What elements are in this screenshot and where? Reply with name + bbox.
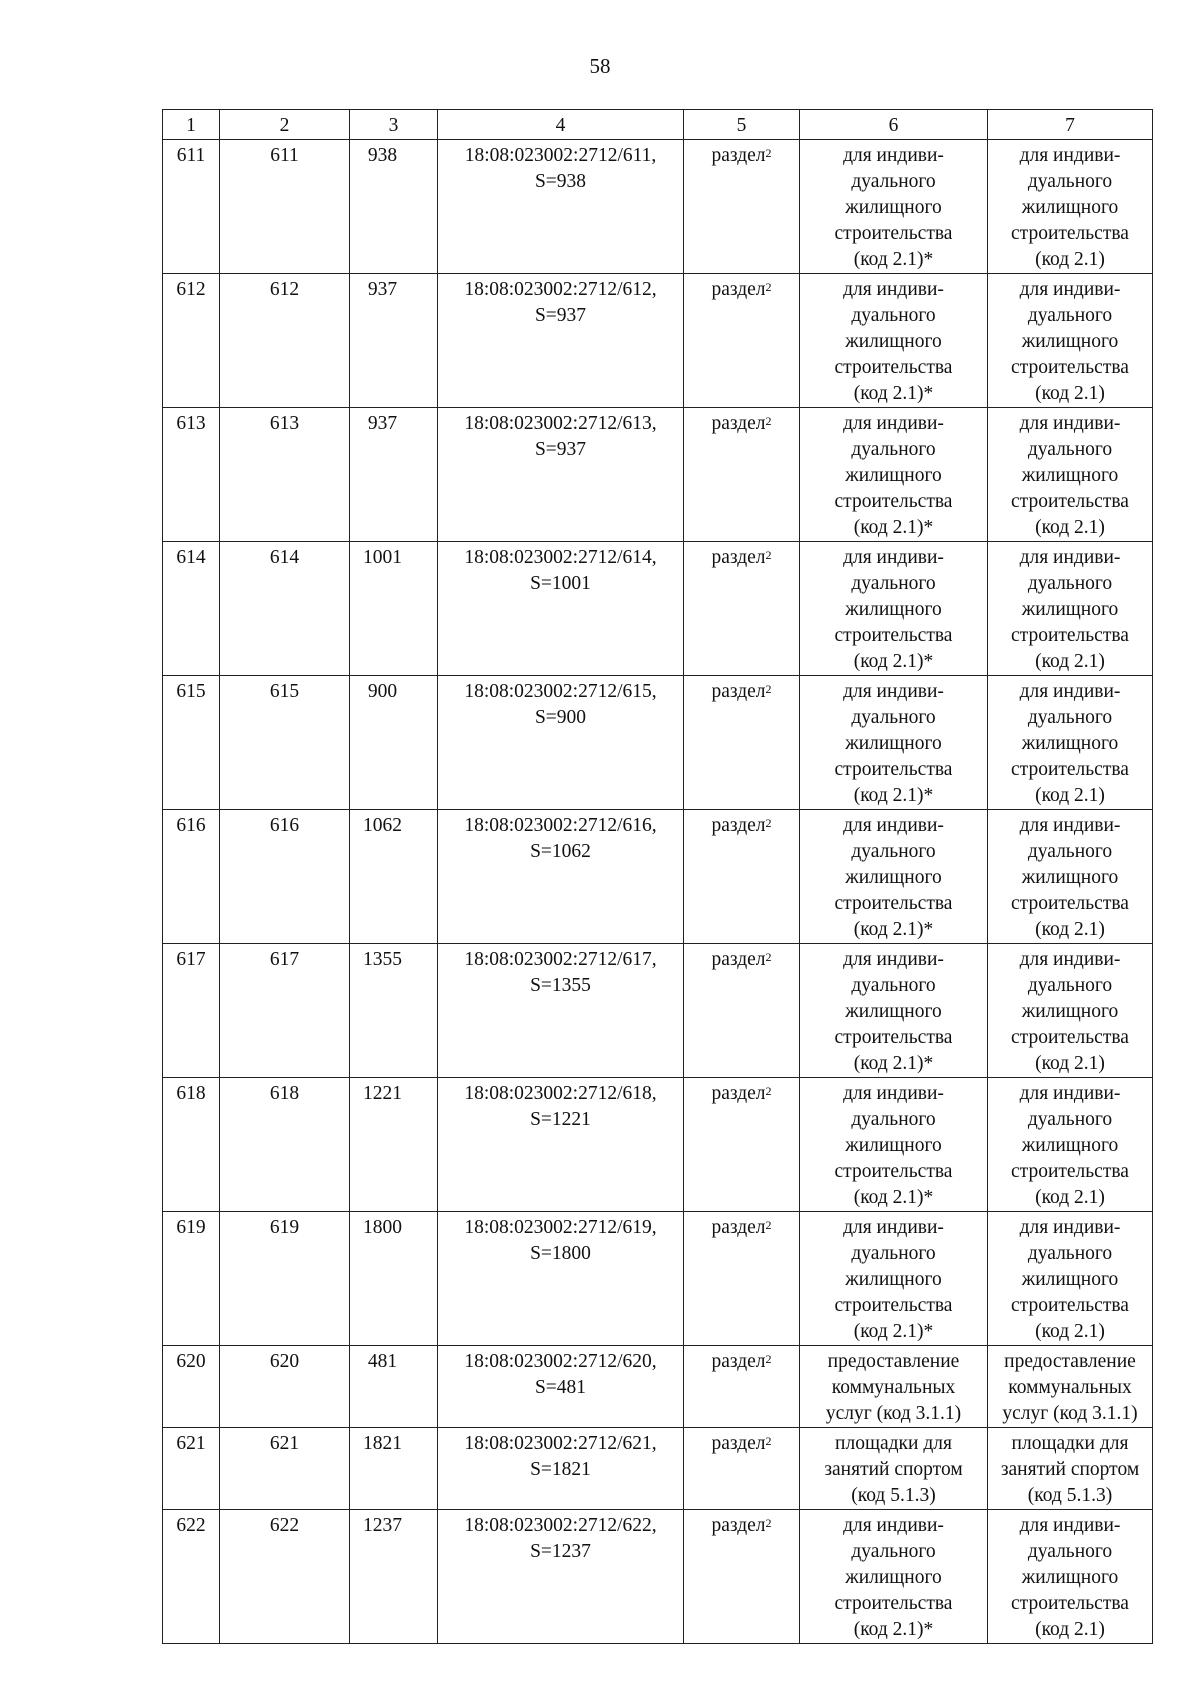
cell-permitted-use-planned: для индиви- дуального жилищного строительства (код 2.1) [988,274,1153,408]
cell-permitted-use-planned: для индиви- дуального жилищного строительства (код 2.1) [988,408,1153,542]
method-footnote-mark: 2 [765,816,772,830]
method-footnote-mark: 2 [765,1516,772,1530]
area-value: S=1355 [530,975,591,996]
cell-number: 612 [163,274,220,408]
area-value: S=937 [534,305,587,326]
method-footnote-mark: 2 [765,548,772,562]
cell-permitted-use-planned: для индиви- дуального жилищного строительства (код 2.1) [988,1212,1153,1346]
cell-permitted-use-current: для индиви- дуального жилищного строительства (код 2.1)* [800,810,988,944]
cell-number: 617 [163,944,220,1078]
cell-area: 937 [350,408,438,542]
table-body [163,140,1153,1644]
table-row [163,810,1153,944]
method-text: раздел [711,949,766,970]
cell-permitted-use-planned: предоставление коммунальных услуг (код 3.1.1) [988,1346,1153,1428]
method-text: раздел [711,1433,766,1454]
land-plot-table [162,109,1153,1644]
cadastral-number: 18:08:023002:2712/617, [464,949,657,970]
cell-method [684,1212,800,1346]
column-header-2: 2 [220,110,350,140]
cell-permitted-use-current: для индиви- дуального жилищного строительства (код 2.1)* [800,944,988,1078]
area-value: S=900 [534,707,587,728]
cell-plot-number: 615 [220,676,350,810]
cell-cadastral [438,1346,684,1428]
cell-number: 611 [163,140,220,274]
cell-cadastral [438,1428,684,1510]
table-row [163,1212,1153,1346]
cell-number: 613 [163,408,220,542]
cell-permitted-use-planned: для индиви- дуального жилищного строительства (код 2.1) [988,542,1153,676]
cell-method [684,140,800,274]
cell-permitted-use-current: предоставление коммунальных услуг (код 3.1.1) [800,1346,988,1428]
cell-permitted-use-planned: для индиви- дуального жилищного строительства (код 2.1) [988,140,1153,274]
method-footnote-mark: 2 [765,1084,772,1098]
cadastral-number: 18:08:023002:2712/615, [464,681,657,702]
cell-plot-number: 616 [220,810,350,944]
cell-cadastral [438,944,684,1078]
cell-permitted-use-planned: для индиви- дуального жилищного строительства (код 2.1) [988,944,1153,1078]
cell-method [684,1510,800,1644]
table-row [163,1346,1153,1428]
cadastral-number: 18:08:023002:2712/618, [464,1083,657,1104]
cell-cadastral [438,676,684,810]
method-footnote-mark: 2 [765,280,772,294]
table-header-row [163,110,1153,140]
cadastral-number: 18:08:023002:2712/619, [464,1217,657,1238]
cell-number: 615 [163,676,220,810]
method-footnote-mark: 2 [765,950,772,964]
table-row [163,274,1153,408]
cell-cadastral [438,542,684,676]
cadastral-number: 18:08:023002:2712/611, [464,145,657,166]
cell-plot-number: 621 [220,1428,350,1510]
area-value: S=1001 [530,573,591,594]
area-value: S=1221 [530,1109,591,1130]
area-value: S=938 [534,171,587,192]
cell-method [684,1346,800,1428]
cell-area: 1001 [350,542,438,676]
method-text: раздел [711,815,766,836]
cell-number: 621 [163,1428,220,1510]
method-text: раздел [711,681,766,702]
cell-method [684,1428,800,1510]
area-value: S=481 [534,1377,587,1398]
table-row [163,944,1153,1078]
cell-permitted-use-planned: площадки для занятий спортом (код 5.1.3) [988,1428,1153,1510]
page-number: 58 [589,54,611,78]
area-value: S=1821 [530,1459,591,1480]
cell-plot-number: 612 [220,274,350,408]
cell-area: 1821 [350,1428,438,1510]
cell-plot-number: 613 [220,408,350,542]
cell-permitted-use-current: для индиви- дуального жилищного строительства (код 2.1)* [800,274,988,408]
cadastral-number: 18:08:023002:2712/622, [464,1515,657,1536]
method-text: раздел [711,1083,766,1104]
cell-number: 619 [163,1212,220,1346]
cell-number: 618 [163,1078,220,1212]
column-header-1: 1 [163,110,220,140]
column-header-7: 7 [988,110,1153,140]
cell-permitted-use-current: для индиви- дуального жилищного строительства (код 2.1)* [800,1078,988,1212]
cell-permitted-use-current: для индиви- дуального жилищного строительства (код 2.1)* [800,140,988,274]
column-header-3: 3 [350,110,438,140]
table-row [163,676,1153,810]
cell-permitted-use-current: для индиви- дуального жилищного строительства (код 2.1)* [800,1510,988,1644]
cell-method [684,676,800,810]
cell-area: 1221 [350,1078,438,1212]
table-row [163,1428,1153,1510]
cell-number: 614 [163,542,220,676]
cell-number: 622 [163,1510,220,1644]
method-text: раздел [711,145,766,166]
cadastral-number: 18:08:023002:2712/612, [464,279,657,300]
cell-method [684,944,800,1078]
cell-area: 481 [350,1346,438,1428]
cell-area: 1355 [350,944,438,1078]
method-footnote-mark: 2 [765,1352,772,1366]
column-header-6: 6 [800,110,988,140]
cell-permitted-use-planned: для индиви- дуального жилищного строительства (код 2.1) [988,676,1153,810]
method-footnote-mark: 2 [765,1434,772,1448]
cell-number: 620 [163,1346,220,1428]
cell-method [684,810,800,944]
area-value: S=937 [534,439,587,460]
cell-area: 1800 [350,1212,438,1346]
method-footnote-mark: 2 [765,414,772,428]
table-row [163,408,1153,542]
cadastral-number: 18:08:023002:2712/620, [464,1351,657,1372]
cell-number: 616 [163,810,220,944]
method-footnote-mark: 2 [765,682,772,696]
cell-plot-number: 611 [220,140,350,274]
cell-plot-number: 620 [220,1346,350,1428]
cell-area: 938 [350,140,438,274]
method-text: раздел [711,1217,766,1238]
cell-cadastral [438,810,684,944]
cell-plot-number: 619 [220,1212,350,1346]
area-value: S=1062 [530,841,591,862]
cell-area: 937 [350,274,438,408]
area-value: S=1237 [530,1541,591,1562]
table-row [163,1078,1153,1212]
cell-permitted-use-current: площадки для занятий спортом (код 5.1.3) [800,1428,988,1510]
cell-plot-number: 617 [220,944,350,1078]
cell-permitted-use-current: для индиви- дуального жилищного строительства (код 2.1)* [800,542,988,676]
cell-method [684,408,800,542]
cell-area: 1237 [350,1510,438,1644]
method-text: раздел [711,547,766,568]
cadastral-number: 18:08:023002:2712/614, [464,547,657,568]
cadastral-number: 18:08:023002:2712/613, [464,413,657,434]
table-row [163,140,1153,274]
method-text: раздел [711,1351,766,1372]
method-text: раздел [711,279,766,300]
method-footnote-mark: 2 [765,1218,772,1232]
column-header-5: 5 [684,110,800,140]
cell-area: 1062 [350,810,438,944]
cell-method [684,542,800,676]
cell-permitted-use-current: для индиви- дуального жилищного строительства (код 2.1)* [800,408,988,542]
table-row [163,1510,1153,1644]
cell-permitted-use-planned: для индиви- дуального жилищного строительства (код 2.1) [988,1078,1153,1212]
cell-plot-number: 622 [220,1510,350,1644]
cell-cadastral [438,408,684,542]
cell-cadastral [438,140,684,274]
cell-cadastral [438,1078,684,1212]
cell-area: 900 [350,676,438,810]
cell-permitted-use-current: для индиви- дуального жилищного строительства (код 2.1)* [800,1212,988,1346]
cell-permitted-use-planned: для индиви- дуального жилищного строительства (код 2.1) [988,1510,1153,1644]
cadastral-number: 18:08:023002:2712/621, [464,1433,657,1454]
cell-method [684,1078,800,1212]
cell-method [684,274,800,408]
cell-plot-number: 614 [220,542,350,676]
column-header-4: 4 [438,110,684,140]
cell-cadastral [438,1510,684,1644]
cadastral-number: 18:08:023002:2712/616, [464,815,657,836]
cell-permitted-use-current: для индиви- дуального жилищного строительства (код 2.1)* [800,676,988,810]
cell-cadastral [438,1212,684,1346]
method-text: раздел [711,413,766,434]
cell-permitted-use-planned: для индиви- дуального жилищного строительства (код 2.1) [988,810,1153,944]
cell-cadastral [438,274,684,408]
table-row [163,542,1153,676]
method-footnote-mark: 2 [765,146,772,160]
area-value: S=1800 [530,1243,591,1264]
method-text: раздел [711,1515,766,1536]
cell-plot-number: 618 [220,1078,350,1212]
